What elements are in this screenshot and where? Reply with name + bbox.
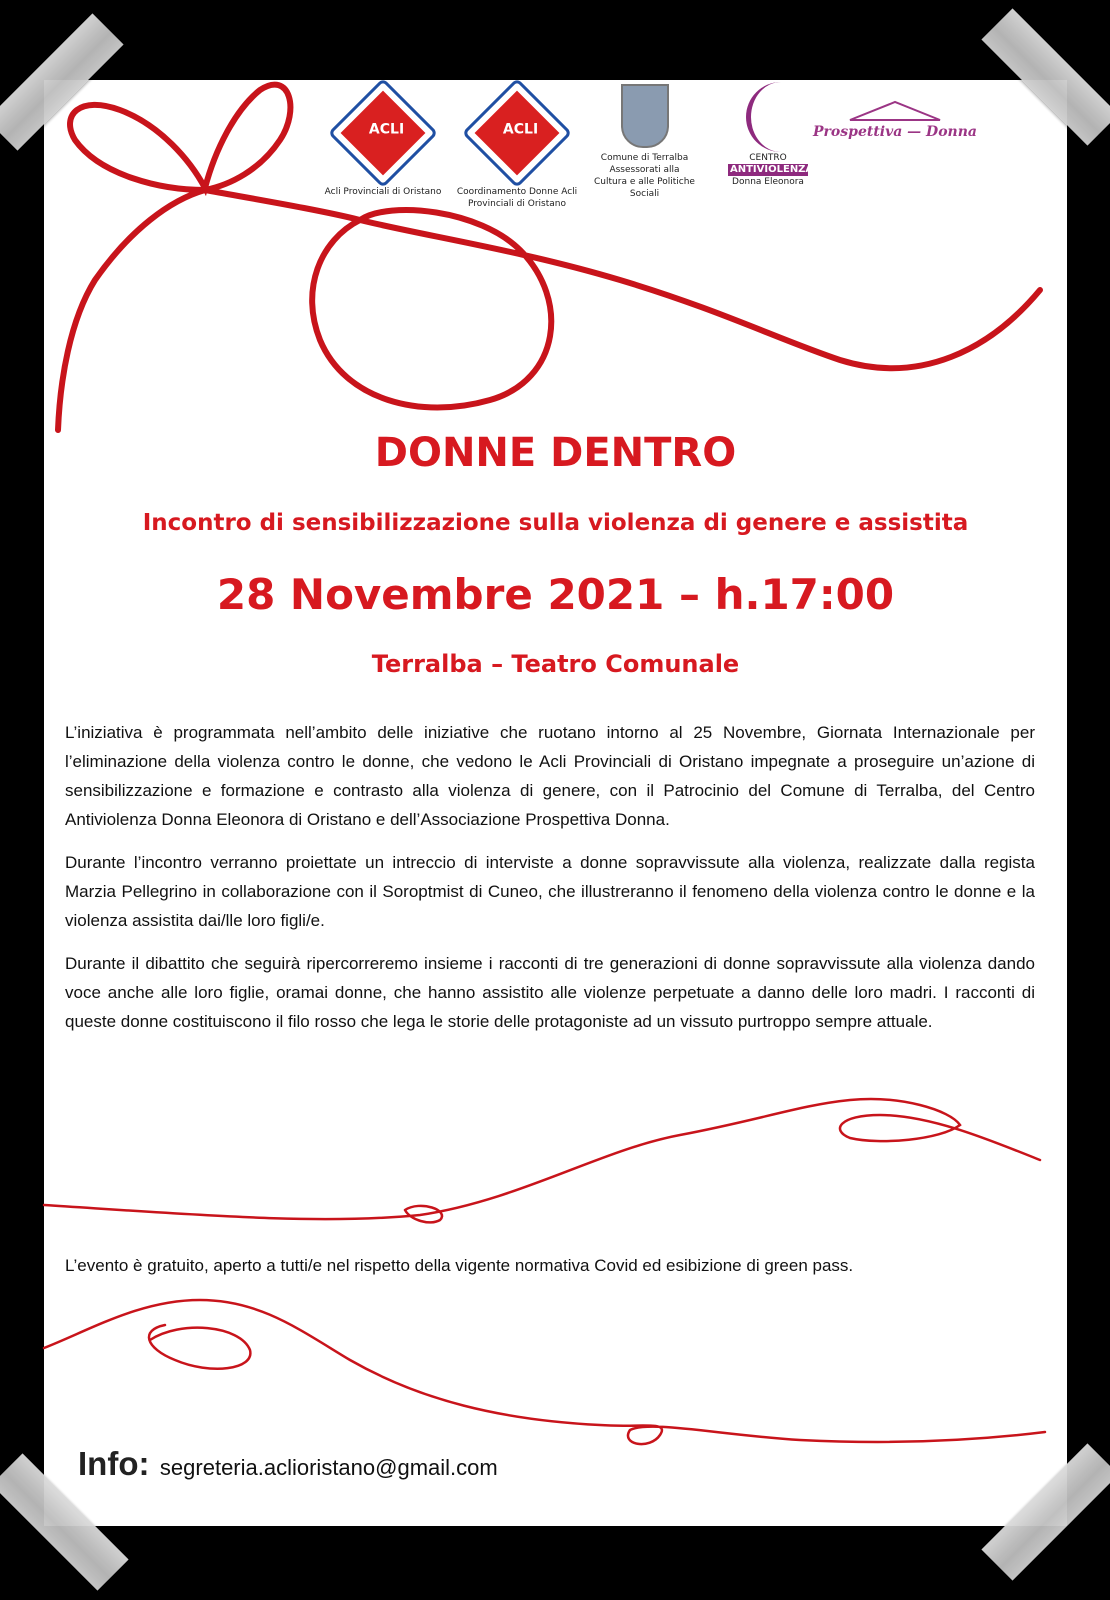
- acli-coordinamento-donne-logo: [452, 86, 582, 210]
- event-date: 28 Novembre 2021 – h.17:00: [216, 570, 895, 619]
- paragraph: Durante l’incontro verranno proiettate un intreccio di interviste a donne sopravvissute alla violenza, realizzate dalla regista Marzia Pellegrino in collaborazione con il Soroptmist di Cuneo, che illustreranno il fenomeno della violenza contro le donne e la violenza assistita dai/lle loro figli/e.: [65, 853, 1035, 930]
- logo-label: Acli Provinciali di Oristano: [324, 187, 442, 197]
- acli-shield-icon: ACLI: [462, 78, 572, 188]
- event-subtitle: Incontro di sensibilizzazione sulla violenza di genere e assistita: [142, 510, 969, 536]
- acli-oristano-logo: [318, 86, 448, 198]
- municipal-crest-icon: [621, 84, 669, 148]
- comune-terralba-logo: [592, 84, 697, 200]
- logo-label: Prospettiva — Donna: [813, 124, 977, 140]
- event-title: DONNE DENTRO: [374, 430, 737, 476]
- logo-label: Coordinamento Donne Acli Provinciali di Oristano: [456, 187, 578, 209]
- logo-label: ANTIVIOLENZA: [730, 164, 814, 175]
- free-event-notice: L’evento è gratuito, aperto a tutti/e nel rispetto della vigente normativa Covid ed esibizione di green pass.: [65, 1256, 854, 1275]
- contact-email[interactable]: segreteria.aclioristano@gmail.com: [159, 1455, 498, 1480]
- event-venue: Terralba – Teatro Comunale: [371, 650, 740, 678]
- hanger-icon: [840, 98, 950, 122]
- paragraph: Durante il dibattito che seguirà ripercorreremo insieme i racconti di tre generazioni di donne sopravvissute alla violenza dando voce anche alle loro figlie, oramai donne, che hanno assistito alle violenze perpetuate a danno delle loro madri. I racconti di queste donne costituiscono il filo rosso che lega le storie delle protagoniste ad un vissuto purtroppo sempre attuale.: [65, 954, 1035, 1031]
- paragraph: L’iniziativa è programmata nell’ambito delle iniziative che ruotano intorno al 25 Novembre, Giornata Internazionale per l’eliminazione della violenza contro le donne, che vedono le Acli Provinciali di Oristano impegnate a proseguire un’azione di sensibilizzazione e formazione e contrasto alla violenza di genere, con il Patrocinio del Comune di Terralba, del Centro Antiviolenza Donna Eleonora di Oristano e dell’Associazione Prospettiva Donna.: [65, 723, 1035, 829]
- info-label: Info:: [78, 1445, 150, 1482]
- logo-label: Comune di Terralba Assessorati alla Cultura e alle Politiche Sociali: [594, 153, 695, 199]
- prospettiva-donna-logo: [810, 98, 980, 138]
- logo-label: Donna Eleonora: [732, 177, 804, 187]
- description: [65, 718, 1035, 1050]
- acli-shield-icon: ACLI: [328, 78, 438, 188]
- logo-label: CENTRO: [749, 153, 787, 163]
- centro-antiviolenza-logo: [728, 82, 814, 188]
- woman-profile-icon: [746, 82, 791, 152]
- info-line: [78, 1445, 498, 1483]
